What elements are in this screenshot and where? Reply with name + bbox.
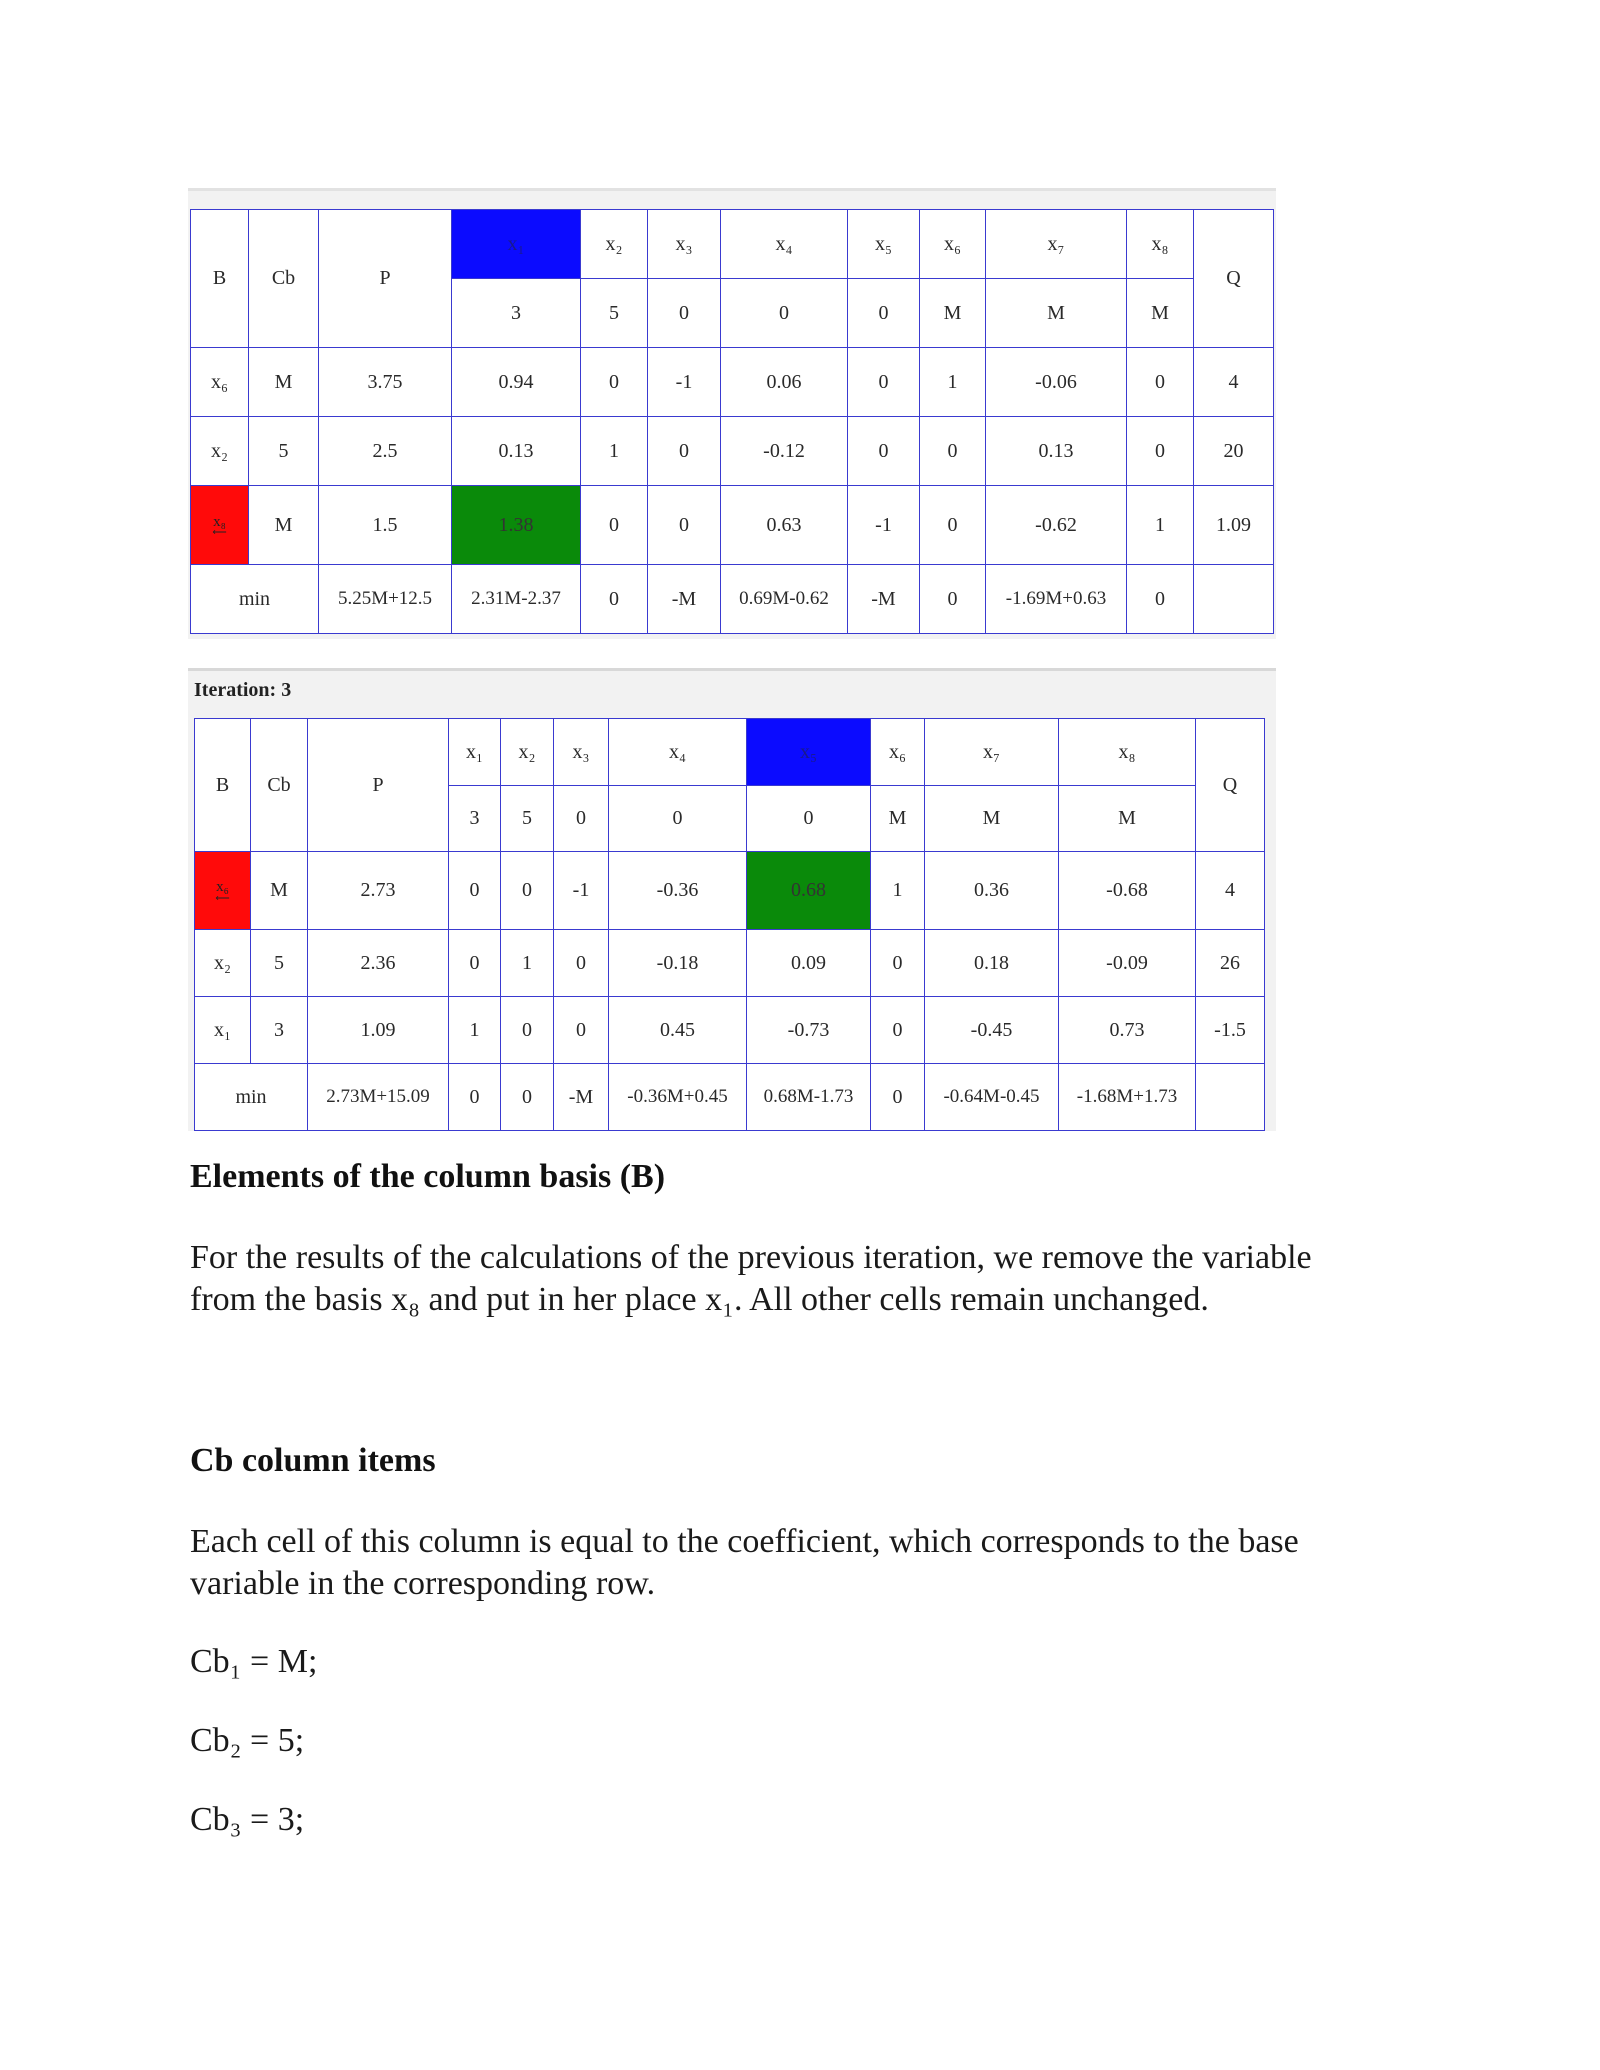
p-cell: 2.5 — [319, 417, 452, 486]
header-x1: x₁ — [449, 719, 501, 786]
coeff-x7: M — [986, 279, 1127, 348]
coeff-x3: 0 — [648, 279, 721, 348]
min-value: 0 — [501, 1064, 554, 1131]
coeff-x1: 3 — [452, 279, 581, 348]
cb-cell: M — [251, 852, 308, 930]
cb-cell: 5 — [249, 417, 319, 486]
header-cb: Cb — [251, 719, 308, 852]
min-value: -0.64M-0.45 — [925, 1064, 1059, 1131]
table-row — [191, 417, 1274, 486]
arrow-left-icon: ⟵ — [215, 892, 230, 904]
table-row — [195, 930, 1265, 997]
paragraph-basis-line-1: For the results of the calculations of the previous iteration, we remove the variable — [190, 1239, 1312, 1276]
cb3-equation: Cb₃ = 3; — [190, 1801, 305, 1838]
min-value: 0 — [920, 565, 986, 634]
min-q — [1194, 565, 1274, 634]
p-cell: 1.5 — [319, 486, 452, 565]
value-cell: 0 — [501, 997, 554, 1064]
header-q: Q — [1194, 210, 1274, 348]
value-cell: 0.09 — [747, 930, 871, 997]
value-cell: -0.12 — [721, 417, 848, 486]
q-cell: 4 — [1196, 852, 1265, 930]
value-cell: 1 — [449, 997, 501, 1064]
header-row — [195, 719, 1265, 786]
pivot-element-cell: 0.68 — [747, 852, 871, 930]
section-heading-cb: Cb column items — [190, 1442, 436, 1479]
basis-cell: x₂ — [195, 930, 251, 997]
cb2-equation: Cb₂ = 5; — [190, 1722, 305, 1759]
header-x1-pivot-column: x₁ — [452, 210, 581, 279]
paragraph-cb-line-2: variable in the corresponding row. — [190, 1565, 656, 1602]
q-cell: 4 — [1194, 348, 1274, 417]
simplex-tableau-previous — [190, 209, 1274, 634]
header-x7: x₇ — [986, 210, 1127, 279]
pivot-element-cell: 1.38 — [452, 486, 581, 565]
value-cell: 0 — [554, 997, 609, 1064]
min-label: min — [195, 1064, 308, 1131]
header-b: B — [191, 210, 249, 348]
coeff-x6: M — [871, 786, 925, 852]
coeff-x8: M — [1127, 279, 1194, 348]
coeff-x2: 5 — [581, 279, 648, 348]
value-cell: -0.06 — [986, 348, 1127, 417]
section-heading-basis: Elements of the column basis (B) — [190, 1158, 666, 1195]
min-value: 0 — [871, 1064, 925, 1131]
basis-label: x₈ — [213, 513, 226, 530]
coeff-x4: 0 — [609, 786, 747, 852]
min-value: -1.68M+1.73 — [1059, 1064, 1196, 1131]
table-row-leaving — [195, 852, 1265, 930]
q-cell: 26 — [1196, 930, 1265, 997]
min-value: 2.31M-2.37 — [452, 565, 581, 634]
coeff-x7: M — [925, 786, 1059, 852]
min-p: 5.25M+12.5 — [319, 565, 452, 634]
value-cell: 0.13 — [986, 417, 1127, 486]
value-cell: 0 — [1127, 348, 1194, 417]
header-x3: x₃ — [648, 210, 721, 279]
table-row-leaving — [191, 486, 1274, 565]
tableau-panel-iteration-3 — [188, 668, 1276, 1131]
header-x6: x₆ — [920, 210, 986, 279]
value-cell: 0.36 — [925, 852, 1059, 930]
q-cell: 20 — [1194, 417, 1274, 486]
value-cell: 0 — [648, 486, 721, 565]
arrow-left-icon: ⟵ — [212, 527, 227, 539]
basis-cell: x₂ — [191, 417, 249, 486]
header-p: P — [308, 719, 449, 852]
min-label: min — [191, 565, 319, 634]
header-x6: x₆ — [871, 719, 925, 786]
header-x4: x₄ — [609, 719, 747, 786]
min-p: 2.73M+15.09 — [308, 1064, 449, 1131]
min-value: -M — [648, 565, 721, 634]
simplex-tableau-iteration-3 — [194, 718, 1265, 1131]
value-cell: 0 — [501, 852, 554, 930]
basis-cell-leaving — [191, 486, 249, 565]
value-cell: 0 — [581, 348, 648, 417]
cb-cell: M — [249, 486, 319, 565]
header-x2: x₂ — [581, 210, 648, 279]
min-value: 0.68M-1.73 — [747, 1064, 871, 1131]
coeff-x1: 3 — [449, 786, 501, 852]
basis-label: x₆ — [216, 879, 229, 896]
value-cell: 0 — [920, 486, 986, 565]
min-value: -M — [554, 1064, 609, 1131]
min-value: -M — [848, 565, 920, 634]
header-b: B — [195, 719, 251, 852]
min-row — [191, 565, 1274, 634]
value-cell: 0 — [449, 930, 501, 997]
coeff-x5: 0 — [848, 279, 920, 348]
header-p: P — [319, 210, 452, 348]
cb1-equation: Cb₁ = M; — [190, 1643, 318, 1680]
value-cell: 1 — [1127, 486, 1194, 565]
header-x8: x₈ — [1127, 210, 1194, 279]
min-value: 0 — [581, 565, 648, 634]
basis-cell-leaving — [195, 852, 251, 930]
header-row — [191, 210, 1274, 279]
value-cell: 0.73 — [1059, 997, 1196, 1064]
value-cell: 0 — [848, 417, 920, 486]
value-cell: 0.63 — [721, 486, 848, 565]
value-cell: -0.68 — [1059, 852, 1196, 930]
header-x7: x₇ — [925, 719, 1059, 786]
value-cell: -1 — [648, 348, 721, 417]
tableau-panel-previous — [188, 188, 1276, 639]
table-row — [195, 997, 1265, 1064]
min-value: -1.69M+0.63 — [986, 565, 1127, 634]
coeff-x2: 5 — [501, 786, 554, 852]
header-x3: x₃ — [554, 719, 609, 786]
cb-cell: M — [249, 348, 319, 417]
value-cell: -1 — [848, 486, 920, 565]
paragraph-cb-line-1: Each cell of this column is equal to the coefficient, which corresponds to the base — [190, 1523, 1299, 1560]
table-row — [191, 348, 1274, 417]
paragraph-basis-line-2: from the basis x₈ and put in her place x₁. All other cells remain unchanged. — [190, 1281, 1209, 1318]
basis-cell: x₆ — [191, 348, 249, 417]
value-cell: -1 — [554, 852, 609, 930]
header-q: Q — [1196, 719, 1265, 852]
header-x2: x₂ — [501, 719, 554, 786]
min-value: 0 — [449, 1064, 501, 1131]
coeff-x6: M — [920, 279, 986, 348]
value-cell: -0.18 — [609, 930, 747, 997]
value-cell: 1 — [501, 930, 554, 997]
value-cell: 0 — [920, 417, 986, 486]
value-cell: 0 — [449, 852, 501, 930]
p-cell: 2.73 — [308, 852, 449, 930]
coeff-x5: 0 — [747, 786, 871, 852]
coeff-x8: M — [1059, 786, 1196, 852]
value-cell: 0 — [871, 930, 925, 997]
value-cell: -0.36 — [609, 852, 747, 930]
value-cell: 0 — [848, 348, 920, 417]
cb-cell: 3 — [251, 997, 308, 1064]
value-cell: 1 — [871, 852, 925, 930]
value-cell: 0 — [581, 486, 648, 565]
value-cell: -0.73 — [747, 997, 871, 1064]
value-cell: 0.45 — [609, 997, 747, 1064]
min-value: 0.69M-0.62 — [721, 565, 848, 634]
value-cell: -0.45 — [925, 997, 1059, 1064]
min-value: -0.36M+0.45 — [609, 1064, 747, 1131]
value-cell: -0.09 — [1059, 930, 1196, 997]
value-cell: 0.13 — [452, 417, 581, 486]
value-cell: 0 — [648, 417, 721, 486]
value-cell: 0.18 — [925, 930, 1059, 997]
value-cell: 1 — [581, 417, 648, 486]
q-cell: -1.5 — [1196, 997, 1265, 1064]
header-x4: x₄ — [721, 210, 848, 279]
p-cell: 1.09 — [308, 997, 449, 1064]
min-q — [1196, 1064, 1265, 1131]
value-cell: 0.06 — [721, 348, 848, 417]
basis-cell: x₁ — [195, 997, 251, 1064]
value-cell: 0 — [554, 930, 609, 997]
min-row — [195, 1064, 1265, 1131]
min-value: 0 — [1127, 565, 1194, 634]
p-cell: 3.75 — [319, 348, 452, 417]
value-cell: -0.62 — [986, 486, 1127, 565]
value-cell: 0 — [871, 997, 925, 1064]
value-cell: 1 — [920, 348, 986, 417]
coeff-x4: 0 — [721, 279, 848, 348]
iteration-label: Iteration: 3 — [194, 679, 292, 701]
p-cell: 2.36 — [308, 930, 449, 997]
coeff-x3: 0 — [554, 786, 609, 852]
header-x5-pivot-column: x₅ — [747, 719, 871, 786]
header-cb: Cb — [249, 210, 319, 348]
header-x8: x₈ — [1059, 719, 1196, 786]
q-cell: 1.09 — [1194, 486, 1274, 565]
value-cell: 0.94 — [452, 348, 581, 417]
value-cell: 0 — [1127, 417, 1194, 486]
header-x5: x₅ — [848, 210, 920, 279]
cb-cell: 5 — [251, 930, 308, 997]
